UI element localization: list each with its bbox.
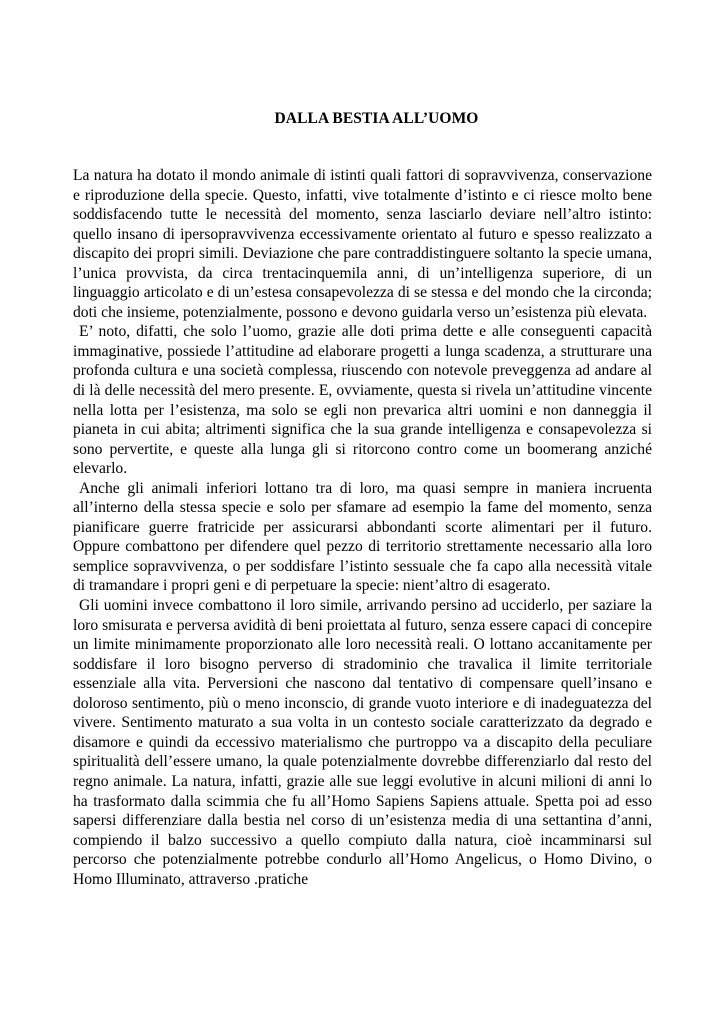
paragraph-4: Gli uomini invece combattono il loro simile, arrivando persino ad ucciderlo, per saziare la loro smisurata e perversa avidità di beni proiettata al futuro, senza essere capaci di concepire un limite minimamente proporzionato alle loro necessità reali. O lottano accanitamente per soddisfare il loro bisogno perverso di stradominio che travalica il limite territoriale essenziale alla vita. Perversioni che nascono dal tentativo di compensare quell’insano e doloroso sentimento, più o meno inconscio, di grande vuoto interiore e di inadeguatezza del vivere. Sentimento maturato a sua volta in un contesto sociale caratterizzato da degrado e disamore e quindi da eccessivo materialismo che purtroppo va a discapito della peculiare spiritualità dell’essere umano, la quale potenzialmente dovrebbe differenziarlo dal resto del regno animale. La natura, infatti, grazie alle sue leggi evolutive in alcuni milioni di anni lo ha trasformato dalla scimmia che fu all’Homo Sapiens Sapiens attuale. Spetta poi ad esso sapersi differenziare dalla bestia nel corso di un’esistenza media di una settantina d’anni, compiendo il balzo successivo a quello compiuto dalla natura, cioè incamminarsi sul percorso che potenzialmente potrebbe condurlo all’Homo Angelicus, o Homo Divino, o Homo Illuminato, attraverso .pratiche <box>73 597 652 888</box>
document-title: DALLA BESTIA ALL’UOMO <box>274 110 479 127</box>
document-body <box>73 166 652 889</box>
paragraph-3: Anche gli animali inferiori lottano tra di loro, ma quasi sempre in maniera incruenta all’interno della stessa specie e solo per sfamare ad esempio la fame del momento, senza pianificare guerre fratricide per assicurarsi abbondanti scorte alimentari per il futuro. Oppure combattono per difendere quel pezzo di territorio strettamente necessario alla loro semplice sopravvivenza, o per soddisfare l’istinto sessuale che fa capo alla necessità vitale di tramandare i propri geni e di perpetuare la specie: nient’altro di esagerato. <box>73 479 652 595</box>
paragraph-1: La natura ha dotato il mondo animale di istinti quali fattori di sopravvivenza, conservazione e riproduzione della specie. Questo, infatti, vive totalmente d’istinto e ci riesce molto bene soddisfacendo tutte le necessità del momento, senza lasciarlo deviare nell’altro istinto: quello insano di ipersopravvivenza eccessivamente orientato al futuro e spesso realizzato a discapito dei propri simili. Deviazione che pare contraddistinguere soltanto la specie umana, l’unica provvista, da circa trentacinquemila anni, di un’intelligenza superiore, di un linguaggio articolato e di un’estesa consapevolezza di se stessa e del mondo che la circonda; doti che insieme, potenzialmente, possono e devono guidarla verso un’esistenza più elevata. <box>73 167 652 321</box>
paragraph-2: E’ noto, difatti, che solo l’uomo, grazie alle doti prima dette e alle conseguenti capacità immaginative, possiede l’attitudine ad elaborare progetti a lunga scadenza, a strutturare una profonda cultura e una società complessa, riuscendo con notevole preveggenza ad andare al di là delle necessità del mero presente. E, ovviamente, questa si rivela un’attitudine vincente nella lotta per l’esistenza, ma solo se egli non prevarica altri uomini e non danneggia il pianeta in cui abita; altrimenti significa che la sua grande intelligenza e consapevolezza si sono pervertite, e queste alla lunga gli si ritorcono contro come un boomerang anziché elevarlo. <box>73 323 652 478</box>
